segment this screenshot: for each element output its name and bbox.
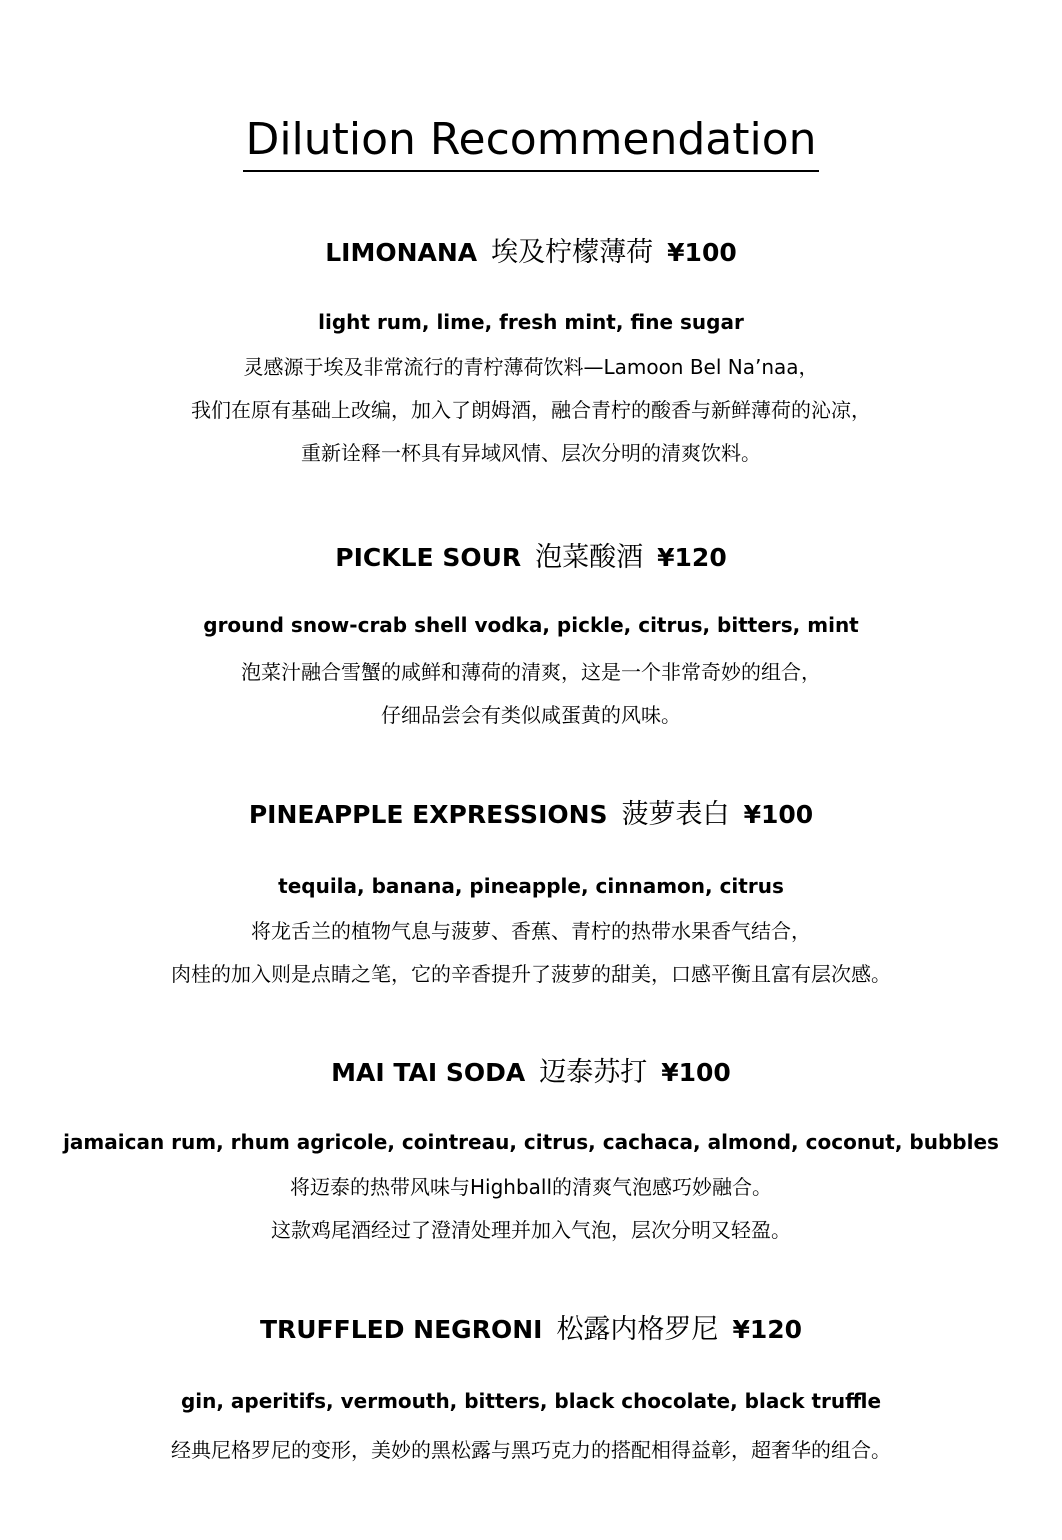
item-name-cn: 埃及柠檬薄荷 [491, 237, 654, 268]
description-line: 仔细品尝会有类似咸蛋黄的风味。 [381, 703, 681, 727]
item-price: ¥100 [661, 1058, 731, 1087]
description-line: 泡菜汁融合雪蟹的咸鲜和薄荷的清爽，这是一个非常奇妙的组合， [241, 660, 821, 684]
item-name: MAI TAI SODA [331, 1058, 526, 1087]
description-line: 这款鸡尾酒经过了澄清处理并加入气泡，层次分明又轻盈。 [271, 1218, 791, 1242]
item-ingredients: light rum, lime, fresh mint, fine sugar [318, 310, 744, 334]
description-line: 将龙舌兰的植物气息与菠萝、香蕉、青柠的热带水果香气结合， [251, 919, 811, 943]
item-price: ¥120 [657, 543, 727, 572]
description-line: 将迈泰的热带风味与Highball的清爽气泡感巧妙融合。 [289, 1175, 773, 1199]
item-name: PICKLE SOUR [335, 543, 522, 572]
item-description [0, 651, 1062, 737]
item-description [0, 1429, 1062, 1472]
item-heading [0, 236, 1062, 270]
item-heading [0, 798, 1062, 832]
item-ingredients: ground snow-crab shell vodka, pickle, citrus, bitters, mint [203, 613, 859, 637]
page-title-text: Dilution Recommendation [243, 112, 818, 172]
page-title [0, 112, 1062, 172]
description-line: 灵感源于埃及非常流行的青柠薄荷饮料—Lamoon Bel Na’naa， [243, 355, 819, 379]
item-ingredients: gin, aperitifs, vermouth, bitters, black chocolate, black truffle [180, 1389, 882, 1413]
item-heading [0, 1313, 1062, 1347]
item-name: TRUFFLED NEGRONI [259, 1315, 543, 1344]
item-name: LIMONANA [325, 238, 478, 267]
item-description [0, 910, 1062, 996]
item-heading [0, 541, 1062, 575]
item-description [0, 346, 1062, 475]
menu-item-mai-tai-soda [0, 1056, 1062, 1252]
item-description [0, 1166, 1062, 1252]
item-price: ¥120 [732, 1315, 803, 1344]
item-name-cn: 菠萝表白 [621, 799, 730, 830]
item-name-cn: 松露内格罗尼 [556, 1314, 719, 1345]
item-price: ¥100 [743, 800, 814, 829]
item-price: ¥100 [667, 238, 737, 267]
menu-item-limonana [0, 236, 1062, 475]
menu-item-pineapple-expressions [0, 798, 1062, 996]
item-ingredients: tequila, banana, pineapple, cinnamon, citrus [278, 874, 784, 898]
description-line: 我们在原有基础上改编，加入了朗姆酒，融合青柠的酸香与新鲜薄荷的沁凉， [191, 398, 871, 422]
menu-item-truffled-negroni [0, 1313, 1062, 1472]
item-name-cn: 迈泰苏打 [539, 1057, 648, 1088]
description-line: 肉桂的加入则是点睛之笔，它的辛香提升了菠萝的甜美，口感平衡且富有层次感。 [171, 962, 891, 986]
description-line: 重新诠释一杯具有异域风情、层次分明的清爽饮料。 [301, 441, 761, 465]
item-heading [0, 1056, 1062, 1090]
item-ingredients: jamaican rum, rhum agricole, cointreau, citrus, cachaca, almond, coconut, bubbles [63, 1130, 999, 1154]
description-line: 经典尼格罗尼的变形，美妙的黑松露与黑巧克力的搭配相得益彰，超奢华的组合。 [171, 1438, 891, 1462]
item-name-cn: 泡菜酸酒 [535, 542, 644, 573]
menu-item-pickle-sour [0, 541, 1062, 737]
item-name: PINEAPPLE EXPRESSIONS [248, 800, 608, 829]
